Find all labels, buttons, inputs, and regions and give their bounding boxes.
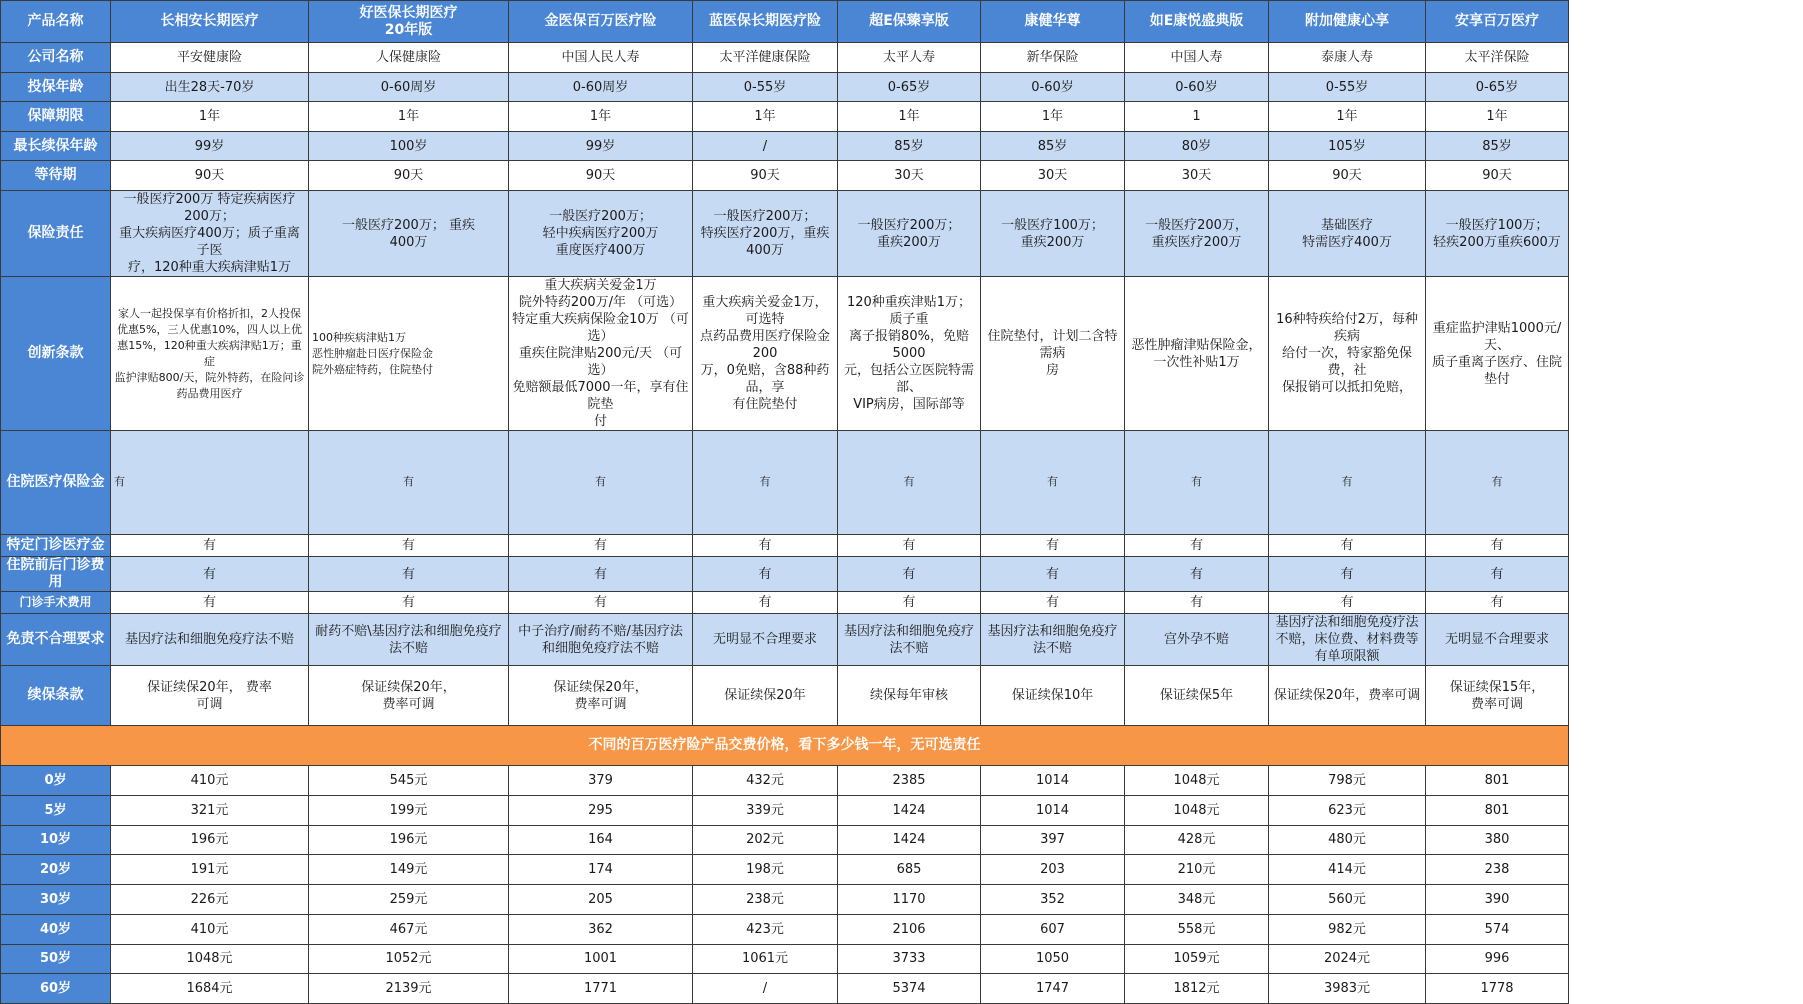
price-cell: 1778 (1426, 974, 1569, 1004)
price-cell: 467元 (309, 914, 509, 944)
info-cell: 住院垫付，计划二含特需病 房 (981, 277, 1125, 431)
price-cell: 198元 (693, 855, 838, 885)
info-cell: 120种重疾津贴1万；质子重 离子报销80%，免赔5000 元，包括公立医院特需部、 VIP病房，国际部等 (838, 277, 981, 431)
info-cell: 保证续保20年， 费率可调 (309, 666, 509, 726)
row-label: 10岁 (1, 825, 111, 855)
price-cell: 191元 (111, 855, 309, 885)
price-cell: 149元 (309, 855, 509, 885)
info-cell: 0-60岁 (1125, 73, 1269, 102)
info-cell: 泰康人寿 (1269, 43, 1426, 73)
price-cell: 362 (509, 914, 693, 944)
info-cell: 有 (1125, 592, 1269, 614)
info-cell: 有 (111, 431, 309, 535)
info-cell: 0-55岁 (1269, 73, 1426, 102)
info-row (1, 43, 1569, 73)
info-cell: 基因疗法和细胞免疫疗法不赔 (111, 614, 309, 666)
product-name-cell: 长相安长期医疗 (111, 1, 309, 43)
price-row (1, 795, 1569, 825)
info-cell: 90天 (1269, 161, 1426, 191)
info-row (1, 614, 1569, 666)
product-name-cell: 安享百万医疗 (1426, 1, 1569, 43)
info-cell: 有 (981, 535, 1125, 557)
info-cell: 0-65岁 (838, 73, 981, 102)
row-label: 住院医疗保险金 (1, 431, 111, 535)
info-cell: 105岁 (1269, 132, 1426, 161)
price-cell: 390 (1426, 885, 1569, 915)
price-cell: 558元 (1125, 914, 1269, 944)
info-cell: 有 (111, 557, 309, 592)
price-cell: 196元 (309, 825, 509, 855)
info-row (1, 535, 1569, 557)
info-cell: 人保健康险 (309, 43, 509, 73)
info-cell: 有 (1269, 431, 1426, 535)
row-label: 0岁 (1, 766, 111, 796)
header-row (1, 1, 1569, 43)
info-cell: 90天 (1426, 161, 1569, 191)
info-cell: 有 (838, 557, 981, 592)
info-cell: 有 (693, 592, 838, 614)
price-cell: 1048元 (1125, 766, 1269, 796)
info-row (1, 132, 1569, 161)
info-cell: 出生28天-70岁 (111, 73, 309, 102)
row-label: 保障期限 (1, 102, 111, 132)
info-cell: 一般医疗200万 特定疾病医疗200万； 重大疾病医疗400万；质子重离子医 疗，120种重大疾病津贴1万 (111, 191, 309, 277)
row-label: 创新条款 (1, 277, 111, 431)
info-cell: 有 (838, 592, 981, 614)
info-cell: 0-60周岁 (309, 73, 509, 102)
price-cell: 348元 (1125, 885, 1269, 915)
price-cell: 210元 (1125, 855, 1269, 885)
price-cell: 238 (1426, 855, 1569, 885)
price-row (1, 766, 1569, 796)
price-row (1, 944, 1569, 974)
info-cell: 太平洋健康保险 (693, 43, 838, 73)
row-label: 等待期 (1, 161, 111, 191)
price-cell: 410元 (111, 914, 309, 944)
row-label: 30岁 (1, 885, 111, 915)
info-cell: 基础医疗 特需医疗400万 (1269, 191, 1426, 277)
info-cell: 有 (1426, 431, 1569, 535)
price-cell: 2106 (838, 914, 981, 944)
price-cell: 199元 (309, 795, 509, 825)
info-cell: 有 (1125, 431, 1269, 535)
info-cell: 99岁 (509, 132, 693, 161)
product-name-cell: 康健华尊 (981, 1, 1125, 43)
price-cell: 432元 (693, 766, 838, 796)
info-cell: 一般医疗200万； 轻中疾病医疗200万 重度医疗400万 (509, 191, 693, 277)
info-cell: 无明显不合理要求 (693, 614, 838, 666)
info-cell: 30天 (838, 161, 981, 191)
price-cell: 3983元 (1269, 974, 1426, 1004)
row-label: 公司名称 (1, 43, 111, 73)
info-cell: 有 (309, 557, 509, 592)
info-cell: 保证续保20年 (693, 666, 838, 726)
info-cell: 耐药不赔\基因疗法和细胞免疫疗 法不赔 (309, 614, 509, 666)
info-cell: 85岁 (981, 132, 1125, 161)
info-cell: 有 (838, 535, 981, 557)
info-cell: / (693, 132, 838, 161)
info-cell: 100种疾病津贴1万 恶性肿瘤赴日医疗保险金 院外癌症特药，住院垫付 (309, 277, 509, 431)
info-cell: 保证续保5年 (1125, 666, 1269, 726)
info-cell: 基因疗法和细胞免疫疗 法不赔 (838, 614, 981, 666)
info-cell: 有 (1426, 592, 1569, 614)
price-cell: 1170 (838, 885, 981, 915)
info-cell: 有 (1269, 535, 1426, 557)
price-cell: 685 (838, 855, 981, 885)
info-row (1, 592, 1569, 614)
price-row (1, 855, 1569, 885)
info-cell: 保证续保20年， 费率可调 (509, 666, 693, 726)
info-cell: 有 (981, 431, 1125, 535)
info-row (1, 161, 1569, 191)
info-cell: 有 (111, 535, 309, 557)
info-cell: 有 (309, 431, 509, 535)
info-cell: 有 (981, 557, 1125, 592)
info-row (1, 277, 1569, 431)
price-cell: 480元 (1269, 825, 1426, 855)
info-cell: 基因疗法和细胞免疫疗 法不赔 (981, 614, 1125, 666)
price-cell: 1812元 (1125, 974, 1269, 1004)
info-cell: 100岁 (309, 132, 509, 161)
price-cell: 2139元 (309, 974, 509, 1004)
info-cell: 有 (693, 535, 838, 557)
row-label: 5岁 (1, 795, 111, 825)
row-label: 60岁 (1, 974, 111, 1004)
info-cell: 新华保险 (981, 43, 1125, 73)
info-cell: 中国人民人寿 (509, 43, 693, 73)
info-cell: 30天 (981, 161, 1125, 191)
price-cell: 3733 (838, 944, 981, 974)
info-cell: 宫外孕不赔 (1125, 614, 1269, 666)
price-cell: 5374 (838, 974, 981, 1004)
info-cell: 一般医疗200万； 重疾 400万 (309, 191, 509, 277)
info-cell: 有 (509, 431, 693, 535)
price-cell: / (693, 974, 838, 1004)
row-label: 特定门诊医疗金 (1, 535, 111, 557)
info-row (1, 73, 1569, 102)
price-cell: 203 (981, 855, 1125, 885)
price-cell: 1001 (509, 944, 693, 974)
info-cell: 有 (111, 592, 309, 614)
row-label: 保险责任 (1, 191, 111, 277)
info-cell: 1年 (1269, 102, 1426, 132)
info-cell: 1年 (509, 102, 693, 132)
price-cell: 1424 (838, 795, 981, 825)
price-cell: 996 (1426, 944, 1569, 974)
price-cell: 1048元 (111, 944, 309, 974)
info-cell: 1年 (309, 102, 509, 132)
product-name-cell: 超E保臻享版 (838, 1, 981, 43)
price-cell: 196元 (111, 825, 309, 855)
price-cell: 259元 (309, 885, 509, 915)
info-cell: 一般医疗100万； 轻疾200万重疾600万 (1426, 191, 1569, 277)
info-cell: 恶性肿瘤津贴保险金， 一次性补贴1万 (1125, 277, 1269, 431)
price-cell: 1052元 (309, 944, 509, 974)
price-cell: 801 (1426, 766, 1569, 796)
row-label: 最长续保年龄 (1, 132, 111, 161)
price-cell: 1048元 (1125, 795, 1269, 825)
price-cell: 164 (509, 825, 693, 855)
product-name-cell: 金医保百万医疗险 (509, 1, 693, 43)
price-cell: 380 (1426, 825, 1569, 855)
info-cell: 90天 (693, 161, 838, 191)
price-cell: 397 (981, 825, 1125, 855)
row-label: 40岁 (1, 914, 111, 944)
price-cell: 560元 (1269, 885, 1426, 915)
info-cell: 90天 (111, 161, 309, 191)
info-cell: 99岁 (111, 132, 309, 161)
info-row (1, 102, 1569, 132)
price-cell: 339元 (693, 795, 838, 825)
price-cell: 1747 (981, 974, 1125, 1004)
row-label: 20岁 (1, 855, 111, 885)
info-cell: 1年 (838, 102, 981, 132)
price-cell: 410元 (111, 766, 309, 796)
info-cell: 90天 (309, 161, 509, 191)
price-cell: 574 (1426, 914, 1569, 944)
price-cell: 623元 (1269, 795, 1426, 825)
price-cell: 174 (509, 855, 693, 885)
info-cell: 保证续保10年 (981, 666, 1125, 726)
info-cell: 保证续保15年， 费率可调 (1426, 666, 1569, 726)
info-cell: 80岁 (1125, 132, 1269, 161)
price-row (1, 914, 1569, 944)
price-cell: 1050 (981, 944, 1125, 974)
info-cell: 无明显不合理要求 (1426, 614, 1569, 666)
info-cell: 中国人寿 (1125, 43, 1269, 73)
price-row (1, 885, 1569, 915)
price-row (1, 974, 1569, 1004)
price-cell: 1684元 (111, 974, 309, 1004)
price-cell: 295 (509, 795, 693, 825)
price-banner-row (1, 726, 1569, 766)
info-cell: 有 (1269, 592, 1426, 614)
info-cell: 1年 (111, 102, 309, 132)
info-cell: 有 (509, 592, 693, 614)
price-cell: 1424 (838, 825, 981, 855)
price-cell: 1014 (981, 766, 1125, 796)
info-cell: 有 (509, 557, 693, 592)
info-cell: 85岁 (1426, 132, 1569, 161)
info-row (1, 666, 1569, 726)
info-cell: 保证续保20年， 费率 可调 (111, 666, 309, 726)
info-cell: 有 (309, 535, 509, 557)
row-label: 投保年龄 (1, 73, 111, 102)
info-cell: 有 (509, 535, 693, 557)
info-cell: 中子治疗/耐药不赔/基因疗法 和细胞免疫疗法不赔 (509, 614, 693, 666)
price-cell: 2385 (838, 766, 981, 796)
price-cell: 801 (1426, 795, 1569, 825)
info-cell: 有 (1426, 557, 1569, 592)
info-cell: 一般医疗100万； 重疾200万 (981, 191, 1125, 277)
row-label: 续保条款 (1, 666, 111, 726)
info-cell: 有 (693, 431, 838, 535)
row-label: 产品名称 (1, 1, 111, 43)
price-cell: 321元 (111, 795, 309, 825)
info-cell: 16种特疾给付2万，每种疾病 给付一次，特家豁免保费，社 保报销可以抵扣免赔， (1269, 277, 1426, 431)
info-cell: 一般医疗200万； 特疾医疗200万，重疾400万 (693, 191, 838, 277)
info-cell: 有 (1125, 557, 1269, 592)
info-cell: 有 (1426, 535, 1569, 557)
info-cell: 85岁 (838, 132, 981, 161)
info-cell: 1年 (981, 102, 1125, 132)
info-cell: 有 (981, 592, 1125, 614)
info-cell: 一般医疗200万； 重疾200万 (838, 191, 981, 277)
row-label: 门诊手术费用 (1, 592, 111, 614)
price-cell: 1771 (509, 974, 693, 1004)
price-row (1, 825, 1569, 855)
price-cell: 428元 (1125, 825, 1269, 855)
info-cell: 0-55岁 (693, 73, 838, 102)
price-cell: 226元 (111, 885, 309, 915)
price-cell: 238元 (693, 885, 838, 915)
info-cell: 有 (693, 557, 838, 592)
row-label: 50岁 (1, 944, 111, 974)
info-cell: 1 (1125, 102, 1269, 132)
price-cell: 798元 (1269, 766, 1426, 796)
price-cell: 379 (509, 766, 693, 796)
row-label: 免责不合理要求 (1, 614, 111, 666)
info-cell: 重症监护津贴1000元/天、 质子重离子医疗、住院垫付 (1426, 277, 1569, 431)
info-cell: 太平人寿 (838, 43, 981, 73)
price-cell: 1059元 (1125, 944, 1269, 974)
info-cell: 重大疾病关爱金1万，可选特 点药品费用医疗保险金200 万，0免赔，含88种药品，享 有住院垫付 (693, 277, 838, 431)
product-name-cell: 蓝医保长期医疗险 (693, 1, 838, 43)
info-cell: 90天 (509, 161, 693, 191)
price-cell: 1014 (981, 795, 1125, 825)
info-cell: 一般医疗200万， 重疾医疗200万 (1125, 191, 1269, 277)
price-cell: 982元 (1269, 914, 1426, 944)
info-cell: 0-60周岁 (509, 73, 693, 102)
row-label: 住院前后门诊费用 (1, 557, 111, 592)
info-cell: 基因疗法和细胞免疫疗法 不赔，床位费、材料费等 有单项限额 (1269, 614, 1426, 666)
info-cell: 家人一起投保享有价格折扣，2人投保 优惠5%，三人优惠10%，四人以上优 惠15%，120种重大疾病津贴1万；重症 监护津贴800/天，院外特药，在险问诊 药品费用医疗 (111, 277, 309, 431)
info-row (1, 431, 1569, 535)
price-cell: 205 (509, 885, 693, 915)
info-cell: 有 (309, 592, 509, 614)
price-cell: 1061元 (693, 944, 838, 974)
price-cell: 423元 (693, 914, 838, 944)
product-name-cell: 附加健康心享 (1269, 1, 1426, 43)
product-name-cell: 好医保长期医疗 20年版 (309, 1, 509, 43)
info-cell: 重大疾病关爱金1万 院外特药200万/年 （可选） 特定重大疾病保险金10万 （可选） 重疾住院津贴200元/天 （可选） 免赔额最低7000一年，享有住院垫 付 (509, 277, 693, 431)
info-row (1, 557, 1569, 592)
info-cell: 平安健康险 (111, 43, 309, 73)
info-cell: 0-65岁 (1426, 73, 1569, 102)
price-banner: 不同的百万医疗险产品交费价格，看下多少钱一年，无可选责任 (1, 726, 1569, 766)
price-cell: 202元 (693, 825, 838, 855)
info-cell: 0-60岁 (981, 73, 1125, 102)
info-cell: 保证续保20年，费率可调 (1269, 666, 1426, 726)
info-cell: 1年 (693, 102, 838, 132)
info-cell: 有 (838, 431, 981, 535)
info-cell: 有 (1269, 557, 1426, 592)
info-cell: 有 (1125, 535, 1269, 557)
info-cell: 1年 (1426, 102, 1569, 132)
price-cell: 2024元 (1269, 944, 1426, 974)
info-cell: 续保每年审核 (838, 666, 981, 726)
info-cell: 30天 (1125, 161, 1269, 191)
price-cell: 414元 (1269, 855, 1426, 885)
info-cell: 太平洋保险 (1426, 43, 1569, 73)
info-row (1, 191, 1569, 277)
price-cell: 352 (981, 885, 1125, 915)
price-cell: 545元 (309, 766, 509, 796)
price-cell: 607 (981, 914, 1125, 944)
product-name-cell: 如E康悦盛典版 (1125, 1, 1269, 43)
